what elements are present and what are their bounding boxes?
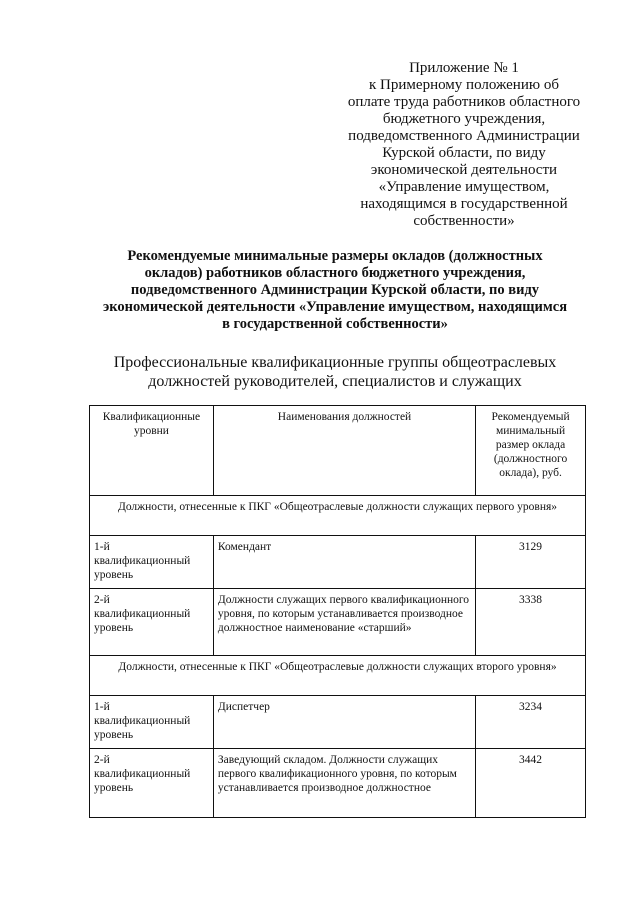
- appendix-line: экономической деятельности: [370, 162, 558, 178]
- group-row: [90, 656, 586, 696]
- table-row: [90, 536, 586, 589]
- cell-position: Комендант: [213, 536, 475, 589]
- title-line: экономической деятельности «Управление имуществом, находящимся: [102, 299, 568, 315]
- header-salary: Рекомендуемый минимальный размер оклада (должностного оклада), руб.: [476, 406, 586, 496]
- appendix-line: к Примерному положению об: [369, 77, 559, 93]
- document-title: [70, 248, 600, 333]
- appendix-line: находящимся в государственной: [360, 196, 568, 212]
- table-row: [90, 589, 586, 656]
- table-header-row: [90, 406, 586, 496]
- cell-position: Диспетчер: [213, 696, 475, 749]
- subtitle-line: должностей руководителей, специалистов и служащих: [148, 373, 522, 390]
- cell-position: Должности служащих первого квалификационного уровня, по которым устанавливается производное должностное наименование «старший»: [213, 589, 475, 656]
- appendix-line: оплате труда работников областного: [347, 94, 581, 110]
- title-line: окладов) работников областного бюджетного учреждения,: [144, 265, 526, 281]
- table-row: [90, 749, 586, 818]
- subtitle-line: Профессиональные квалификационные группы общеотраслевых: [113, 354, 557, 371]
- group-title: Должности, отнесенные к ПКГ «Общеотраслевые должности служащих второго уровня»: [90, 656, 586, 696]
- appendix-line: бюджетного учреждения,: [382, 111, 546, 127]
- cell-salary: 3234: [476, 696, 586, 749]
- title-line: в государственной собственности»: [222, 316, 448, 332]
- cell-position: Заведующий складом. Должности служащих первого квалификационного уровня, по которым устанавливается производное должностное: [213, 749, 475, 818]
- group-title: Должности, отнесенные к ПКГ «Общеотраслевые должности служащих первого уровня»: [90, 496, 586, 536]
- appendix-line: подведомственного Администрации: [348, 128, 580, 144]
- appendix-reference: [330, 60, 598, 230]
- cell-level: 1-й квалификационный уровень: [90, 696, 214, 749]
- cell-salary: 3338: [476, 589, 586, 656]
- header-positions: Наименования должностей: [213, 406, 475, 496]
- section-subtitle: [80, 353, 590, 391]
- appendix-line: Курской области, по виду: [382, 145, 546, 161]
- header-levels: Квалификационные уровни: [90, 406, 214, 496]
- table-row: [90, 696, 586, 749]
- cell-level: 1-й квалификационный уровень: [90, 536, 214, 589]
- cell-salary: 3129: [476, 536, 586, 589]
- appendix-line: Приложение № 1: [409, 60, 519, 76]
- appendix-line: собственности»: [413, 213, 515, 229]
- cell-level: 2-й квалификационный уровень: [90, 749, 214, 818]
- appendix-line: «Управление имуществом,: [378, 179, 550, 195]
- cell-level: 2-й квалификационный уровень: [90, 589, 214, 656]
- cell-salary: 3442: [476, 749, 586, 818]
- group-row: [90, 496, 586, 536]
- salary-table: [89, 405, 586, 818]
- title-line: подведомственного Администрации Курской области, по виду: [130, 282, 540, 298]
- title-line: Рекомендуемые минимальные размеры окладов (должностных: [127, 248, 543, 264]
